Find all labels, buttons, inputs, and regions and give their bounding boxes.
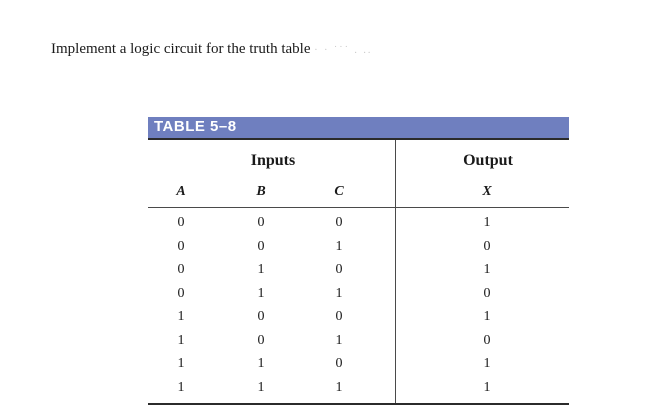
column-header-a: A [176,184,186,199]
cell-c: 0 [335,262,343,277]
column-header-c: C [334,184,344,199]
table-top-rule [148,138,569,140]
cell-x: 0 [483,238,491,254]
cell-x: 1 [483,379,491,395]
cell-c: 1 [335,379,343,395]
cell-b: 0 [257,309,265,324]
cell-a: 0 [177,238,185,254]
cell-c: 0 [335,309,343,324]
cell-x: 1 [483,262,491,277]
cell-a: 1 [177,309,185,324]
cell-c: 0 [335,215,343,230]
cell-x: 0 [483,332,491,348]
question-main: Implement a logic circuit for the truth table [51,41,311,57]
cell-x: 1 [483,309,491,324]
table-title-bar [148,117,569,138]
cell-x: 1 [483,356,491,371]
column-header-x: X [482,184,492,199]
cell-a: 0 [177,262,185,277]
inputs-output-divider [395,140,396,403]
question-faded-tail: · · ˙˙˙ . .. [314,45,373,56]
question-text [51,41,372,58]
cell-x: 1 [483,215,491,230]
cell-b: 1 [257,262,265,277]
cell-b: 1 [257,379,265,395]
cell-a: 0 [177,285,185,301]
output-group-header: Output [463,152,513,169]
cell-c: 1 [335,332,343,348]
cell-b: 1 [257,356,265,371]
cell-a: 1 [177,356,185,371]
header-rule [148,207,569,208]
cell-b: 0 [257,215,265,230]
column-header-b: B [256,184,266,199]
table-bottom-rule [148,403,569,405]
table-title: TABLE 5–8 [154,118,237,135]
cell-b: 0 [257,332,265,348]
cell-x: 0 [483,285,491,301]
cell-c: 1 [335,238,343,254]
cell-a: 1 [177,379,185,395]
cell-c: 1 [335,285,343,301]
cell-b: 0 [257,238,265,254]
cell-b: 1 [257,285,265,301]
inputs-group-header: Inputs [250,152,296,169]
cell-c: 0 [335,356,343,371]
cell-a: 0 [177,215,185,230]
cell-a: 1 [177,332,185,348]
truth-table [148,117,569,405]
